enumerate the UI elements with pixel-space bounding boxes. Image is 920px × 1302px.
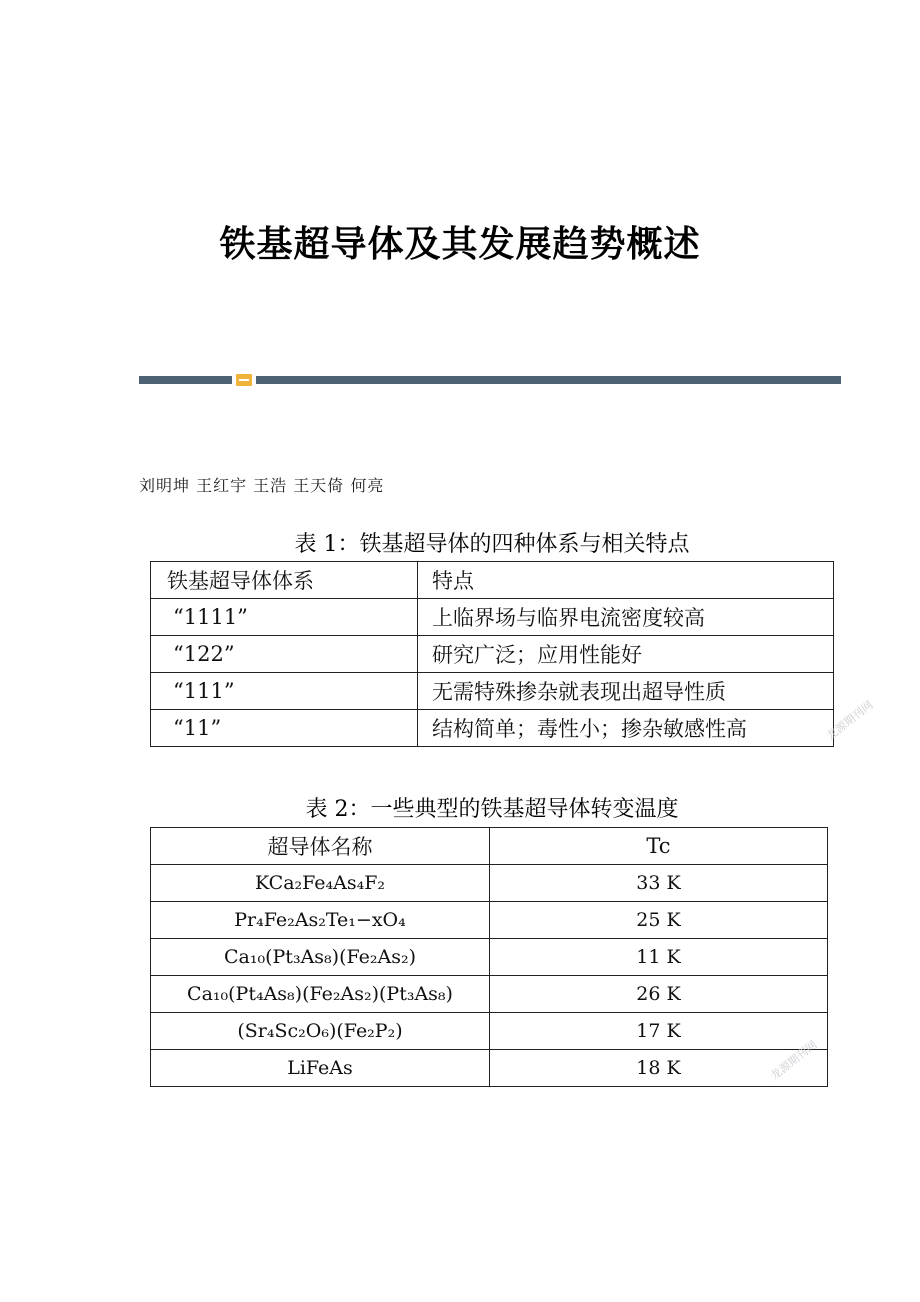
table-row bbox=[151, 1050, 828, 1087]
table2-caption: 表 2：一些典型的铁基超导体转变温度 bbox=[305, 797, 679, 822]
table-row bbox=[151, 710, 834, 747]
divider-bar-left bbox=[139, 376, 232, 384]
table1-cell-features: 上临界场与临界电流密度较高 bbox=[418, 599, 834, 636]
table2-cell-name: Ca₁₀(Pt₃As₈)(Fe₂As₂) bbox=[151, 939, 490, 976]
table-row bbox=[151, 976, 828, 1013]
table-row bbox=[151, 636, 834, 673]
table1-cell-system: “111” bbox=[151, 673, 418, 710]
table1-caption: 表 1：铁基超导体的四种体系与相关特点 bbox=[294, 532, 690, 557]
title-divider bbox=[139, 374, 841, 386]
table1-cell-features: 无需特殊掺杂就表现出超导性质 bbox=[418, 673, 834, 710]
table1-superconductor-systems bbox=[150, 561, 834, 747]
table2-header-tc: Tc bbox=[490, 828, 828, 865]
table-row bbox=[151, 902, 828, 939]
table2-cell-name: LiFeAs bbox=[151, 1050, 490, 1087]
divider-badge-icon bbox=[236, 374, 252, 386]
table1-cell-features: 结构简单；毒性小；掺杂敏感性高 bbox=[418, 710, 834, 747]
table1-header-features: 特点 bbox=[418, 562, 834, 599]
table2-cell-name: Pr₄Fe₂As₂Te₁−xO₄ bbox=[151, 902, 490, 939]
table-row bbox=[151, 599, 834, 636]
divider-bar-right bbox=[256, 376, 841, 384]
table-row bbox=[151, 1013, 828, 1050]
table2-cell-name: (Sr₄Sc₂O₆)(Fe₂P₂) bbox=[151, 1013, 490, 1050]
table2-cell-tc: 18 K bbox=[490, 1050, 828, 1087]
table1-cell-system: “1111” bbox=[151, 599, 418, 636]
table1-header-row bbox=[151, 562, 834, 599]
table2-cell-tc: 17 K bbox=[490, 1013, 828, 1050]
table2-cell-name: KCa₂Fe₄As₄F₂ bbox=[151, 865, 490, 902]
table2-cell-name: Ca₁₀(Pt₄As₈)(Fe₂As₂)(Pt₃As₈) bbox=[151, 976, 490, 1013]
table2-cell-tc: 25 K bbox=[490, 902, 828, 939]
author-list: 刘明坤 王红宇 王浩 王天倚 何亮 bbox=[139, 476, 385, 495]
table-row bbox=[151, 939, 828, 976]
table2-transition-temperatures bbox=[150, 827, 828, 1087]
table2-cell-tc: 11 K bbox=[490, 939, 828, 976]
table1-cell-system: “11” bbox=[151, 710, 418, 747]
table1-header-system: 铁基超导体体系 bbox=[151, 562, 418, 599]
watermark-text: 龙源期刊网 bbox=[824, 698, 876, 743]
document-title: 铁基超导体及其发展趋势概述 bbox=[219, 223, 701, 265]
table2-cell-tc: 33 K bbox=[490, 865, 828, 902]
watermark-text: 龙源期刊网 bbox=[768, 1038, 820, 1083]
table2-header-row bbox=[151, 828, 828, 865]
table-row bbox=[151, 865, 828, 902]
table2-cell-tc: 26 K bbox=[490, 976, 828, 1013]
table1-cell-features: 研究广泛；应用性能好 bbox=[418, 636, 834, 673]
table1-cell-system: “122” bbox=[151, 636, 418, 673]
table2-header-name: 超导体名称 bbox=[151, 828, 490, 865]
table-row bbox=[151, 673, 834, 710]
